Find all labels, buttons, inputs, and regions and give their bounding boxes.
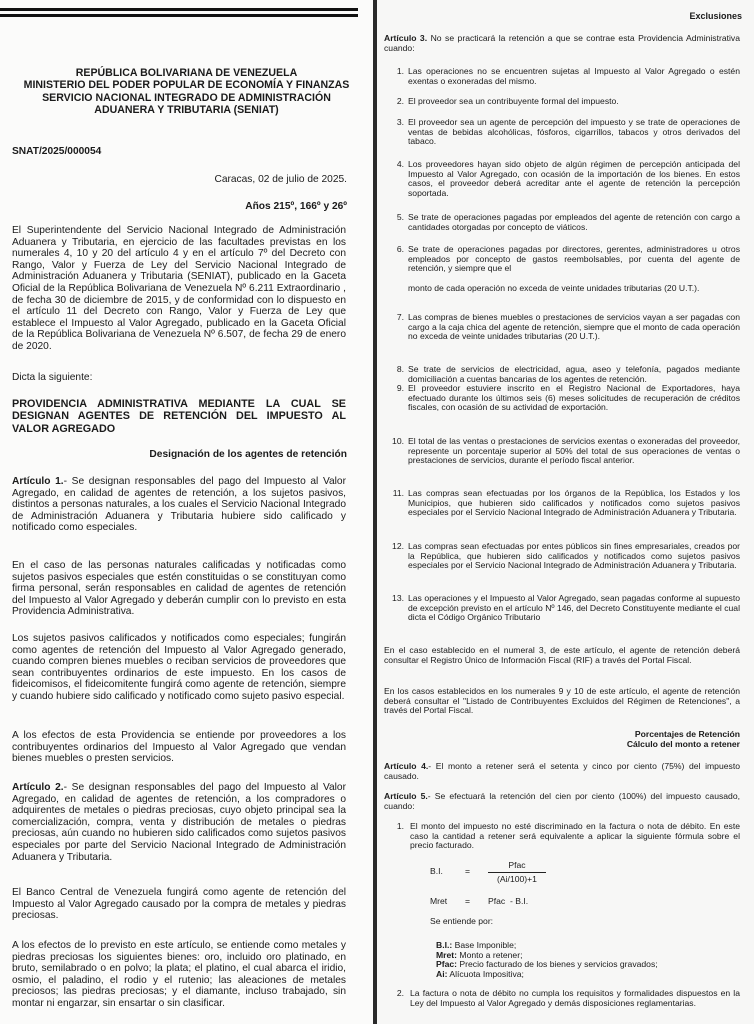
art5-item-1: El monto del impuesto no esté discriminado en la factura o nota de débito. En este caso la cantidad a retener será equivalente a aplicar la siguiente fórmula sobre el precio facturado. bbox=[410, 821, 740, 850]
list-item: 5. Se trate de operaciones pagadas por empleados del agente de retención con cargo a cantidades otorgadas por concepto de viáticos. bbox=[396, 212, 740, 232]
dicta-line: Dicta la siguiente: bbox=[12, 372, 93, 383]
list-item: 10. El total de las ventas o prestaciones de servicios exentas o exoneradas del proveedor, represente un porcentaje superior al 50% del total de sus operaciones de ventas o prestaciones de servicios, durante el período fiscal anterior. bbox=[392, 436, 740, 465]
paragraph-proveedores: A los efectos de esta Providencia se entiende por proveedores a los contribuyentes ordinarios del Impuesto al Valor Agregado que vendan bienes muebles o presten servicios. bbox=[12, 730, 346, 765]
header-service: SERVICIO NACIONAL INTEGRADO DE ADMINISTRACIÓN bbox=[42, 92, 331, 104]
formula-numerator: Pfac bbox=[508, 860, 526, 870]
list-item: 7. Las compras de bienes muebles o prestaciones de servicios vayan a ser pagadas con cargo a la caja chica del agente de retención, siempre que el monto de cada operación no exceda de veinte unidades tributarias (20 U.T.). bbox=[396, 312, 740, 341]
article-3-text: No se practicará la retención a que se contrae esta Providencia Administrativa cuando: bbox=[384, 33, 741, 53]
se-entiende: Se entiende por: bbox=[430, 916, 494, 926]
article-2-label: Artículo 2. bbox=[12, 782, 64, 793]
article-2-text: - Se designan responsables del pago del Impuesto al Valor Agregado, en calidad de agentes de retención, a los compradores o adquirentes de metales o piedras preciosas, cuyo objeto principal sea la comercialización, compra, venta y distribución de metales o piedras preciosas, aún cuando no hubieren sido calificados como sujetos pasivos especiales por parte del Servicio Nacional Integrado de Administración Aduanera y Tributaria. bbox=[12, 782, 346, 863]
list-item: 3. El proveedor sea un agente de percepción del impuesto y se trate de operaciones de ventas de bebidas alcohólicas, fósforos, cigarrillos, tabacos y otros derivados del tabaco. bbox=[396, 117, 740, 146]
list-item: 2. El proveedor sea un contribuyente formal del impuesto. bbox=[396, 96, 619, 106]
paragraph-banco-central: El Banco Central de Venezuela fungirá como agente de retención del Impuesto al Valor Agregado causado por la compra de metales y piedras preciosas. bbox=[12, 887, 346, 922]
definition-mret: Mret: Monto a retener; bbox=[436, 949, 523, 960]
definitions-list bbox=[436, 941, 736, 979]
list-item: 13. Las operaciones y el Impuesto al Valor Agregado, sean pagadas conforme al supuesto de excepción previsto en el artículo Nº 146, del Decreto Constituyente mediante el cual dicta el Código Orgánico Tributario bbox=[392, 593, 740, 622]
doc-number: SNAT/2025/000054 bbox=[12, 146, 102, 157]
header-ministry: MINISTERIO DEL PODER POPULAR DE ECONOMÍA Y FINANZAS bbox=[23, 79, 350, 91]
top-rule-2 bbox=[0, 14, 358, 17]
paragraph-numerales-9-10: En los casos establecidos en los numerales 9 y 10 de este artículo, el agente de retención deberá consultar el "Listado de Contribuyentes Excluidos del Régimen de Retenciones", a través del Portal Fiscal. bbox=[384, 686, 740, 715]
doc-years: Años 215º, 166º y 26º bbox=[245, 201, 347, 212]
article-4-label: Artículo 4. bbox=[384, 761, 429, 771]
paragraph-sujetos-pasivos: Los sujetos pasivos calificados y notificados como especiales; fungirán como agentes de retención del Impuesto al Valor Agregado generado, cuando compren bienes muebles o reciban servicios de proveedores que sean contribuyentes ordinarios de este impuesto. En los casos de fideicomisos, el fideicomitente fungirá como agente de retención, siempre y cuando hubiere sido calificado y notificado como sujeto pasivo especial. bbox=[12, 633, 346, 702]
definition-pfac: Pfac: Precio facturado de los bienes y servicios gravados; bbox=[436, 959, 658, 970]
formula-denominator: (Ai/100)+1 bbox=[497, 874, 537, 884]
article-3 bbox=[384, 34, 740, 53]
left-page bbox=[0, 0, 373, 1024]
definition-bi: B.I.: Base Imponible; bbox=[436, 940, 517, 950]
formula-mret-label: Mret bbox=[430, 896, 448, 906]
section-designacion: Designación de los agentes de retención bbox=[149, 449, 347, 460]
formula-bi-eq: = bbox=[465, 866, 471, 876]
art5-item-2: La factura o nota de débito no cumpla los requisitos y formalidades dispuestos en la Ley del Impuesto al Valor Agregado y demás disposiciones reglamentarias. bbox=[410, 988, 740, 1008]
list-item: 9. El proveedor estuviere inscrito en el Registro Nacional de Exportadores, haya efectuado durante los últimos seis (6) meses solicitudes de recuperación de créditos fiscales, con ocasión de su actividad de exportación. bbox=[396, 383, 740, 412]
section-exclusiones: Exclusiones bbox=[689, 11, 742, 21]
list-item: 12. Las compras sean efectuadas por entes públicos sin fines empresariales, creados por la República, que hubieren sido calificados y notificados como sujetos pasivos especiales por el Servicio Nacional Integrado de Administración Aduanera y Tributaria. bbox=[392, 541, 740, 570]
paragraph-numeral-3: En el caso establecido en el numeral 3, de este artículo, el agente de retención deberá consultar el Registro Único de Información Fiscal (RIF) a través del Portal Fiscal. bbox=[384, 645, 740, 665]
article-5-label: Artículo 5. bbox=[384, 791, 428, 801]
providencia-title: PROVIDENCIA ADMINISTRATIVA MEDIANTE LA CUAL SE DESIGNAN AGENTES DE RETENCIÓN DEL IMPUESTO AL VALOR AGREGADO bbox=[12, 398, 346, 435]
preamble: El Superintendente del Servicio Nacional Integrado de Administración Aduanera y Tributaria, en ejercicio de las facultades previstas en los numerales 4, 10 y 20 del artículo 4 y en el artículo 7º del Decreto con Rango, Valor y Fuerza de Ley del Servicio Nacional Integrado de Administración Aduanera y Tributaria (SENIAT), publicado en la Gaceta Oficial de la República Bolivariana de Venezuela Nº 6.211 Extraordinario , de fecha 30 de diciembre de 2015, y de conformidad con lo dispuesto en el artículo 11 del Decreto con Rango, Valor y Fuerza de Ley que establece el Impuesto al Valor Agregado, publicado en la Gaceta Oficial de la República Bolivariana de Venezuela Nº 6.507, de fecha 29 de enero de 2020. bbox=[12, 225, 346, 352]
article-4-text: - El monto a retener será el setenta y cinco por ciento (75%) del impuesto causado. bbox=[384, 761, 740, 781]
article-1-label: Artículo 1. bbox=[12, 476, 64, 487]
paragraph-metales: A los efectos de lo previsto en este artículo, se entiende como metales y piedras preciosas los siguientes bienes: oro, incluido oro platinado, en bruto, semilabrado o en polvo; la plata; el platino, el cual abarca el iridio, osmio, el paladino, el rodio y el rutenio; las aleaciones de metales preciosos; las piedras preciosas; y el diamante, incluso trabajado, sin montar ni engarzar, sin ensartar o sin clasificar. bbox=[12, 940, 346, 1009]
section-calculo: Cálculo del monto a retener bbox=[626, 739, 740, 749]
article-4 bbox=[384, 762, 740, 781]
article-1-text: - Se designan responsables del pago del Impuesto al Valor Agregado, en calidad de agentes de retención, a los sujetos pasivos, distintos a personas naturales, a los cuales el Servicio Nacional Integrado de Administración Aduanera y Tributaria hubiere sido calificado y notificado como especiales. bbox=[12, 476, 346, 534]
list-item: 8. Se trate de servicios de electricidad, agua, aseo y telefonía, pagados mediante domiciliación a cuentas bancarias de los agentes de retención. bbox=[396, 364, 740, 384]
article-5-text: - Se efectuará la retención del cien por ciento (100%) del impuesto causado, cuando: bbox=[384, 791, 740, 811]
header-seniat: ADUANERA Y TRIBUTARIA (SENIAT) bbox=[94, 104, 279, 116]
article-3-label: Artículo 3. bbox=[384, 33, 428, 43]
paragraph-personas-naturales: En el caso de las personas naturales calificadas y notificadas como sujetos pasivos especiales que estén constituidas o se constituyan como firma personal, serán responsables en calidad de agentes de retención del Impuesto al Valor Agregado y deberán cumplir con lo previsto en esta Providencia Administrativa. bbox=[12, 560, 346, 618]
article-1 bbox=[12, 476, 346, 534]
article-5 bbox=[384, 792, 740, 811]
section-porcentajes: Porcentajes de Retención bbox=[634, 729, 740, 739]
doc-date: Caracas, 02 de julio de 2025. bbox=[214, 174, 347, 185]
list-item: 6. Se trate de operaciones pagadas por directores, gerentes, administradores u otros empleados por concepto de gastos reembolsables, por cuenta del agente de retención, y siempre que el bbox=[396, 244, 740, 273]
header-republic: REPÚBLICA BOLIVARIANA DE VENEZUELA bbox=[75, 67, 298, 79]
list-item: 4. Los proveedores hayan sido objeto de algún régimen de percepción anticipada del Impuesto al Valor Agregado, con ocasión de la importación de los bienes. En estos casos, el proveedor deberá acreditar ante el agente de retención la percepción soportada. bbox=[396, 159, 740, 198]
list-item: 11. Las compras sean efectuadas por los órganos de la República, los Estados y los Municipios, que hubieren sido calificados y notificados como sujetos pasivos especiales por el Servicio Nacional Integrado de Administración Aduanera y Tributaria. bbox=[392, 488, 740, 517]
list-item-continued: monto de cada operación no exceda de veinte unidades tributarias (20 U.T.). bbox=[408, 283, 700, 293]
formula-mret-eq: = bbox=[465, 896, 471, 906]
art5-item-2-number: 2. bbox=[396, 988, 404, 998]
formula-fraction-bar bbox=[488, 872, 546, 873]
top-rule bbox=[0, 8, 358, 11]
list-item: 1. Las operaciones no se encuentren sujetas al Impuesto al Valor Agregado o estén exentas o exoneradas del mismo. bbox=[396, 66, 740, 86]
formula-mret-rhs: Pfac - B.I. bbox=[488, 896, 529, 906]
article-2 bbox=[12, 782, 346, 863]
formula-bi-label: B.I. bbox=[430, 866, 443, 876]
definition-ai: Ai: Alícuota Impositiva; bbox=[436, 968, 524, 979]
art5-item-1-number: 1. bbox=[396, 821, 404, 831]
